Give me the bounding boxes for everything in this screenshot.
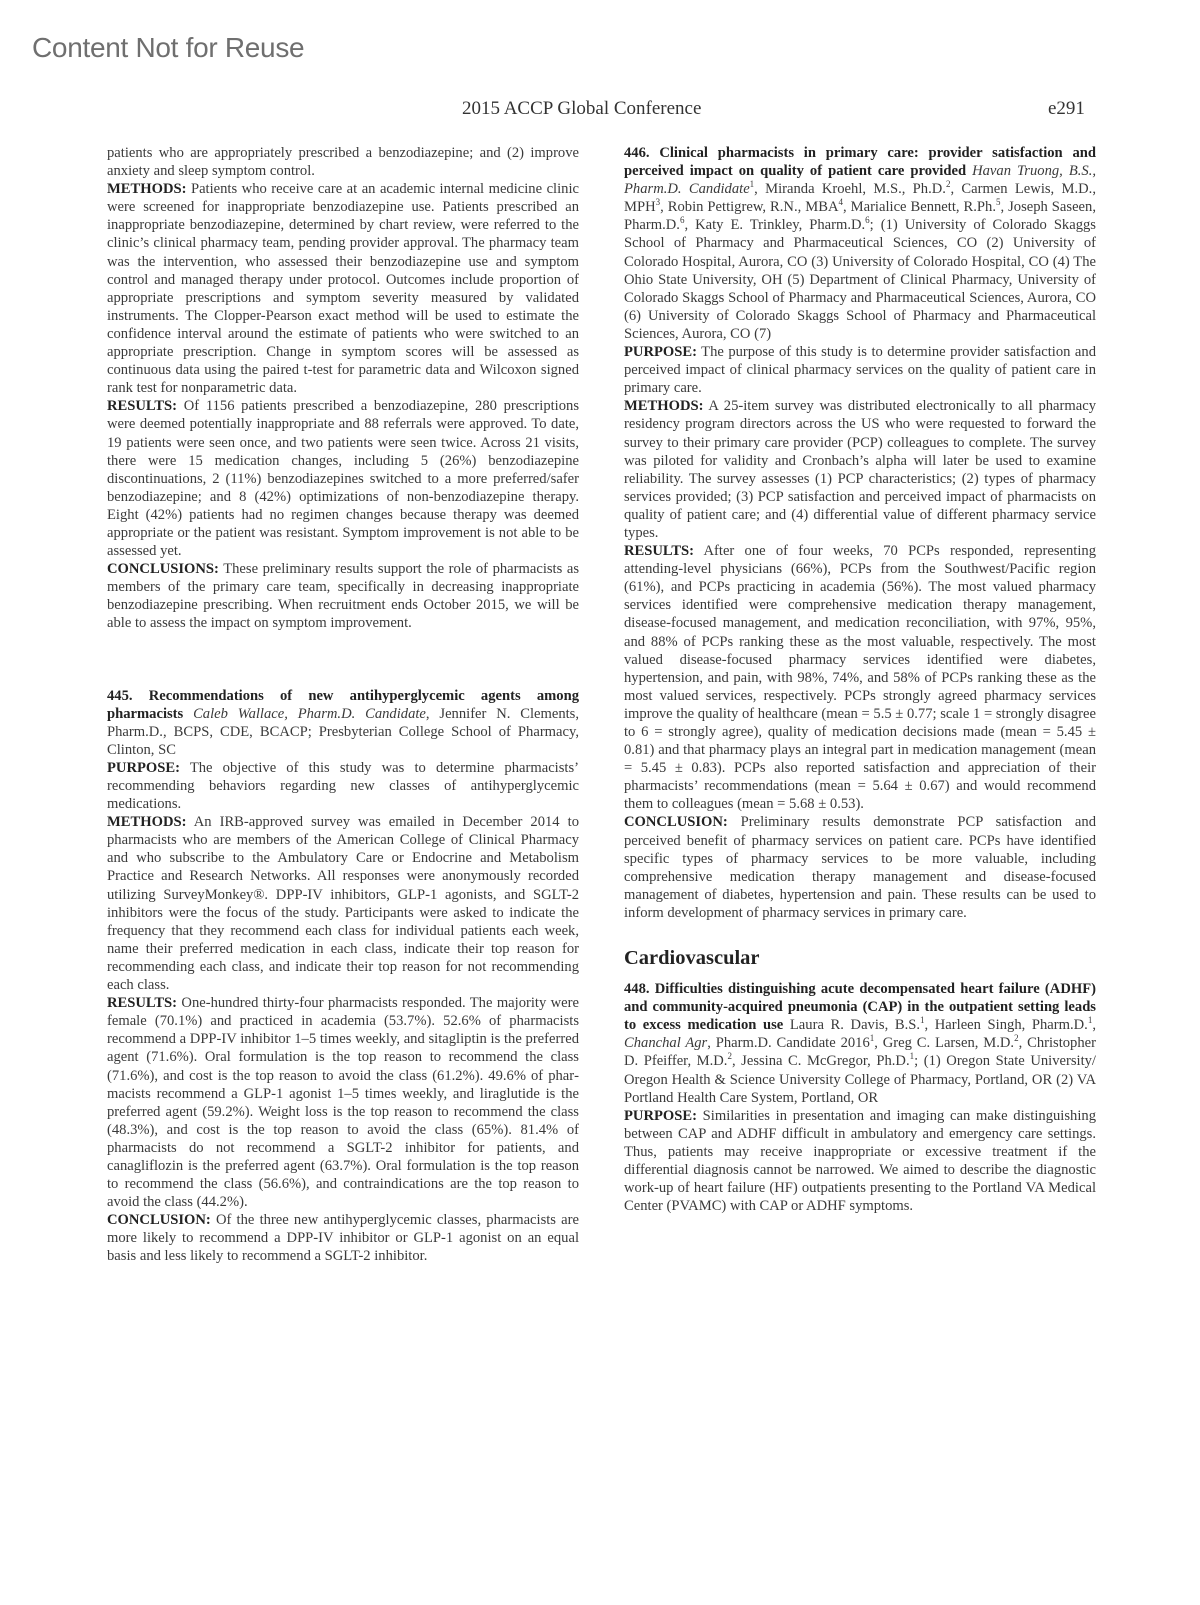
conclusion-text: Preliminary results demonstrate PCP satisfaction and perceived benefit of pharmacy services on patient care. PCPs have identified specific types of pharmacy services to be more valuable, including comprehensive medication therapy management and disease-focused management of diabetes, hypertension and pain. These results can be used to inform development of pharmacy services in primary care. [624, 814, 1096, 921]
author: , Joseph Saseen, Pharm.D. [624, 199, 1096, 234]
watermark: Content Not for Reuse [32, 32, 305, 63]
conclusion-text: Of the three new antihyperglycemic classes, pharmacists are more likely to recommend a DPP-IV inhibitor or GLP-1 agonist on an equal basis and less likely to recommend a SGLT-2 inhibitor. [107, 1212, 579, 1265]
methods-text: An IRB-approved survey was emailed in December 2014 to pharmacists who are members of the American College of Clinical Pharmacy and who subscribe to the Ambulatory Care or Endocrine and Metabolism Practice and Research Networks. All responses were anonymously recorded utilizing SurveyMonkey®. DPP-IV inhibitors, GLP-1 agonists, and SGLT-2 inhibitors were the focus of the study. Participants were asked to indicate the frequency that they recommend each class for individual patients each week, name their preferred medication in each class, indicate their top reason for recommending each class, and indicate their top reason for not recommending each class. [107, 814, 579, 994]
abstract-continued [107, 144, 579, 633]
author: , Carmen Lewis, M.D., MPH [624, 181, 1096, 216]
author: , Robin Pettigrew, R.N., MBA [660, 199, 839, 216]
author-affiliation-ref: 1 [920, 1015, 925, 1026]
author: , Harleen Singh, Pharm.D. [924, 1017, 1088, 1034]
affiliations: ; (1) Oregon State University/ Oregon Health & Science University College of Pharmacy, Portland, OR (2) VA Portland Health Care System, Portland, OR [624, 1053, 1096, 1106]
abstract-header [624, 144, 1096, 343]
author: , Katy E. Trinkley, Pharm.D. [684, 217, 866, 234]
abstract-446 [624, 144, 1096, 922]
author-affiliation-ref: 6 [679, 215, 685, 226]
purpose-text: Similarities in presentation and imaging can make distinguishing between CAP and ADHF difficult in ambulatory and emergency care settings. Thus, patients may receive inappropriate or excessive treatment if the differential diagnosis cannot be narrowed. We aimed to describe the diagnostic work-up of heart failure (HF) outpatients presenting to the Portland VA Medical Center (PVAMC) with CAP or ADHF symptoms. [624, 1107, 1096, 1215]
results-label: RESULTS: [107, 398, 178, 415]
results-paragraph [624, 542, 1096, 813]
purpose-label: PURPOSE: [624, 1107, 697, 1124]
author: , Marialice Bennett, R.Ph. [842, 199, 996, 216]
purpose-paragraph [624, 343, 1096, 397]
author-affiliation-ref: 6 [865, 215, 870, 226]
author: , Greg C. Larsen, M.D. [874, 1035, 1015, 1052]
left-column [107, 144, 579, 1266]
methods-label: METHODS: [624, 398, 704, 415]
author: , Christopher D. Pfeiffer, M.D. [624, 1035, 1096, 1070]
abstract-intro: patients who are appropriately prescribed a benzodiazepine; and (2) improve anxiety and sleep symptom control. [107, 145, 579, 180]
abstract-448 [624, 980, 1096, 1215]
methods-text: A 25-item survey was distributed electronically to all pharmacy residency program directors across the US who were requested to forward the survey to their primary care provider (PCP) colleagues to complete. The survey was piloted for validity and Cronbach’s alpha will later be used to examine reliability. The survey assesses (1) PCP characteristics; (2) types of pharmacy services provided; (3) PCP satisfaction and perceived impact of pharmacists on quality of patient care; and (4) differential value of different pharmacy service types. [624, 398, 1096, 541]
purpose-text: The purpose of this study is to determine provider satisfaction and perceived impact of clinical pharmacy services on the quality of patient care in primary care. [624, 344, 1096, 397]
author: , Jessina C. McGregor, Ph.D. [731, 1053, 910, 1070]
purpose-label: PURPOSE: [107, 759, 180, 776]
author-affiliation-ref: 3 [655, 197, 661, 208]
author: , Pharm.D. Candidate 2016 [707, 1035, 870, 1052]
results-paragraph [107, 397, 579, 560]
abstract-header: 448. Difficulties distinguishing acute decompensated heart failure (ADHF) and community-acquired pneumonia (CAP) in the outpatient setting leads to excess medication use Laura R. Davis, B.S.$^1$, Harleen Singh, Pharm.D.$^1$, Chanchal Agr, Pharm.D. Candidate 2016$^1$, Greg C. Larsen, M.D.$^2$, Christopher D. Pfeiffer, M.D.$^2$, Jessina C. McGregor, Ph.D.$^1$; (1) Oregon State University/ Oregon Health & Science University College of Pharmacy, Portland, OR (2) VA Portland Health Care System, Portland, OR [624, 981, 1096, 1106]
abstract-title: 446. Clinical pharmacists in primary care: provider satisfaction and perceived impact on quality of patient care provided [624, 145, 1096, 180]
conclusions-paragraph [107, 560, 579, 632]
author: , Miranda Kroehl, M.S., Ph.D. [754, 181, 946, 198]
affiliations: ; (1) University of Colorado Skaggs School of Pharmacy and Pharmaceutical Sciences, CO (2) University of Colorado Hospital, Aurora, CO (3) University of Colorado Hospital, CO (4) The Ohio State University, OH (5) Department of Clinical Pharmacy, University of Colorado Skaggs School of Pharmacy and Pharmaceutical Sciences, Aurora, CO (6) University of Colorado Skaggs School of Pharmacy and Pharmaceutical Sciences, Aurora, CO (7) [624, 217, 1096, 342]
conclusion-paragraph [107, 1211, 579, 1265]
purpose-paragraph [624, 1107, 1096, 1216]
author: Laura R. Davis, B.S. [783, 1017, 920, 1034]
methods-label: METHODS: [107, 181, 187, 198]
author-affiliation-ref: 5 [995, 197, 1001, 208]
results-text: Of 1156 patients prescribed a benzodiazepine, 280 prescriptions were deemed potentially inappropriate and 88 referrals were approved. To date, 19 patients were seen once, and two patients were seen twice. Across 21 visits, there were 15 medication changes, including 5 (26%) benzodiazepine discontinuations, 2 (11%) benzodiazepines switched to a more preferred/safer benzodiazepine; and 8 (42%) optimizations of non-benzodiazepine therapy. Eight (42%) patients had no regimen changes because therapy was deemed appropriate or the patient was resistant. Symptom improvement is not able to be assessed yet. [107, 398, 579, 560]
results-text: After one of four weeks, 70 PCPs responded, representing attending-level physicians (66%), PCPs from the Southwest/Pacific region (61%), and PCPs practicing in academia (56%). The most valued pharmacy services identified were comprehensive medication therapy management, disease-focused management, and medication reconciliation, with 97%, 95%, and 88% of PCPs ranking these as the most valuable, respectively. The most valued disease-focused pharmacy services identified were diabetes, hypertension, and pain, with 98%, 74%, and 58% of PCPs ranking these as the most valued services, respectively. PCPs strongly agreed pharmacy services improve the quality of healthcare (mean = 5.5 ± 0.77; scale 1 = strongly disagree to 6 = strongly agree), quality of medication decisions made (mean = 5.45 ± 0.81) and that pharmacy plays an integral part in medication management (mean = 5.45 ± 0.83). PCPs also reported satisfaction and appreciation of their pharmacists’ recommendations (mean = 5.64 ± 0.67) and would recommend them to colleagues (mean = 5.68 ± 0.53). [624, 543, 1096, 813]
purpose-paragraph [107, 759, 579, 813]
presenting-author: Chanchal Agr [624, 1035, 708, 1052]
methods-paragraph [107, 813, 579, 994]
methods-label: METHODS: [107, 814, 187, 831]
purpose-label: PURPOSE: [624, 344, 697, 361]
conclusion-paragraph [624, 813, 1096, 922]
presenting-author: Havan Truong, B.S., Pharm.D. Candidate [624, 163, 1096, 198]
methods-paragraph [624, 397, 1096, 542]
author-affiliation-ref: 1 [869, 1033, 875, 1044]
conclusions-label: CONCLUSIONS: [107, 561, 219, 578]
author-affiliation-ref: 1 [1087, 1015, 1093, 1026]
results-label: RESULTS: [624, 543, 695, 560]
spacer [107, 633, 579, 687]
conclusion-label: CONCLUSION: [624, 814, 728, 831]
page-number: e291 [1048, 98, 1085, 119]
abstract-header [107, 687, 579, 759]
conclusions-text: These preliminary results support the role of pharmacists as members of the primary care team, specifically in decreasing inappropriate benzodiazepine prescribing. When recruitment ends October 2015, we will be able to assess the impact on symptom improvement. [107, 561, 579, 632]
author-affiliation-ref: 2 [945, 179, 951, 190]
right-column [624, 144, 1096, 1215]
abstract-title: 448. Difficulties distinguishing acute decompensated heart failure (ADHF) and community-acquired pneumonia (CAP) in the outpatient setting leads to excess medication use [624, 981, 1096, 1034]
author-affiliation-ref: 1 [909, 1051, 915, 1062]
section-heading: Cardiovascular [624, 947, 760, 970]
purpose-text: The objective of this study was to determine pharmacists’ recommending behaviors regarding new classes of antihyperglycemic medications. [107, 759, 579, 813]
results-paragraph [107, 994, 579, 1211]
results-label: RESULTS: [107, 995, 178, 1012]
journal-title: 2015 ACCP Global Conference [462, 98, 702, 119]
methods-paragraph [107, 180, 579, 397]
author-affiliation-ref: 2 [727, 1051, 732, 1062]
author-affiliation-ref: 4 [838, 197, 843, 208]
abstract-title: 445. Recommendations of new antihyperglycemic agents among pharmacists [107, 687, 579, 722]
presenting-author: Caleb Wallace, Pharm.D. Candidate [193, 705, 426, 722]
methods-text: Patients who receive care at an academic internal medicine clinic were screened for inappropriate benzodiazepine use. Patients prescribed an inappropriate benzodiazepine, determined by chart review, were referred to the clinic’s clinical pharmacy team, pending provider approval. The pharmacy team was the intervention, who assessed their benzodiazepine use and symptom control and managed therapy under protocol. Outcomes include proportion of appropriate prescriptions and symptom severity measured by validated instruments. The Clopper-Pearson exact method will be used to estimate the confidence interval around the estimate of patients who were switched to an appropriate prescription. Change in symptom scores will be assessed as continuous data using the paired t-test for parametric data and Wilcoxon signed rank test for nonparametric data. [107, 181, 579, 397]
running-header [0, 96, 1200, 126]
authors-affiliations: , Jennifer N. Clements, Pharm.D., BCPS, CDE, BCACP; Presbyterian College School of Pharmacy, Clinton, SC [107, 705, 580, 758]
author-affiliation-ref: 2 [1014, 1033, 1019, 1044]
author-affiliation-ref: 1 [749, 179, 755, 190]
abstract-445 [107, 687, 579, 1266]
conclusion-label: CONCLUSION: [107, 1212, 211, 1229]
results-text: One-hundred thirty-four pharmacists responded. The majority were female (70.1%) and practiced in academia (53.7%). 52.6% of pharmacists recommend a DPP-IV inhibitor 1–5 times weekly, and sitagliptin is the preferred agent (71.6%). Oral formulation is the top reason to recommend the class (71.6%), and cost is the top reason to avoid the class (61.2%). 49.6% of pharmacists recommend a GLP-1 agonist 1–5 times weekly, and liraglutide is the preferred agent (59.2%). Weight loss is the top reason to recommend the class (48.3%), and cost is the top reason to avoid the class (65%). 81.4% of pharmacists do not recommend a SGLT-2 inhibitor for patients, and canagliflozin is the preferred agent (63.7%). Oral formulation is the top reason to recommend the class (56.6%), and contraindications are the top reason to avoid the class (44.2%). [107, 995, 579, 1211]
